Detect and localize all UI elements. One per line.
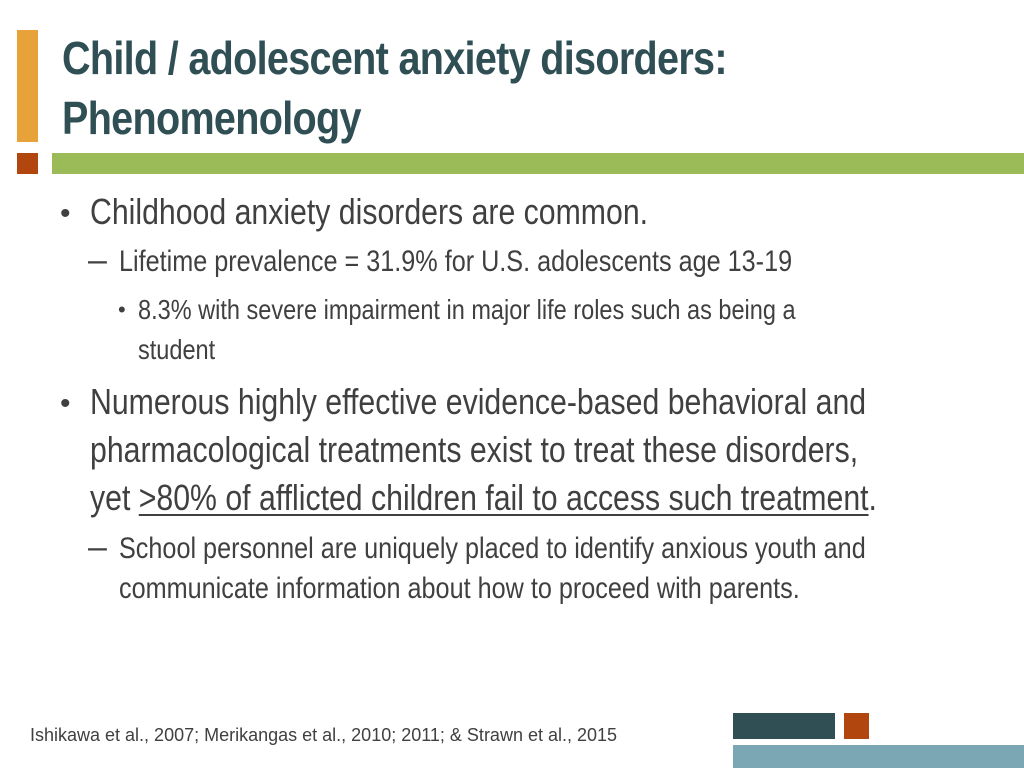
sub-bullet-school-personnel: [119, 529, 866, 609]
slide-title: [62, 28, 836, 148]
bullet-treatments: [90, 378, 877, 522]
sub-bullet-prevalence-text: Lifetime prevalence = 31.9% for U.S. adolescents age 13-19: [119, 245, 793, 278]
bullet-marker: •: [60, 197, 71, 230]
impairment-line-2: student: [138, 334, 216, 365]
rust-accent-square: [17, 153, 38, 174]
treatments-line-2: pharmacological treatments exist to treat these disorders,: [90, 429, 859, 470]
slide-title-line-2: Phenomenology: [62, 92, 361, 144]
impairment-line-1: 8.3% with severe impairment in major life roles such as being a: [138, 294, 796, 325]
dash-marker: –: [88, 528, 107, 566]
school-personnel-line-1: School personnel are uniquely placed to identify anxious youth and: [119, 532, 866, 565]
bullet-common-text: Childhood anxiety disorders are common.: [90, 191, 649, 232]
school-personnel-line-2: communicate information about how to proceed with parents.: [119, 572, 800, 605]
dash-marker: –: [88, 241, 107, 279]
footer-rust-block: [844, 713, 869, 739]
treatments-line-3-prefix: yet: [90, 477, 139, 518]
treatments-line-1: Numerous highly effective evidence-based behavioral and: [90, 381, 867, 422]
green-title-underline: [52, 153, 1024, 174]
small-bullet-marker: •: [118, 297, 126, 322]
orange-accent-bar: [17, 30, 38, 142]
footer-dark-block: [733, 713, 835, 739]
treatments-emphasis: >80% of afflicted children fail to access such treatment: [138, 477, 869, 518]
slide-title-line-1: Child / adolescent anxiety disorders:: [62, 32, 727, 84]
citation-footnote: Ishikawa et al., 2007; Merikangas et al., 2010; 2011; & Strawn et al., 2015: [30, 725, 618, 745]
bullet-marker: •: [60, 387, 71, 420]
bullet-common: [90, 188, 648, 236]
footer-teal-bar: [733, 745, 1024, 768]
sub-sub-bullet-impairment: [138, 290, 796, 370]
sub-bullet-prevalence: [119, 242, 792, 282]
treatments-line-3-suffix: .: [868, 477, 877, 518]
